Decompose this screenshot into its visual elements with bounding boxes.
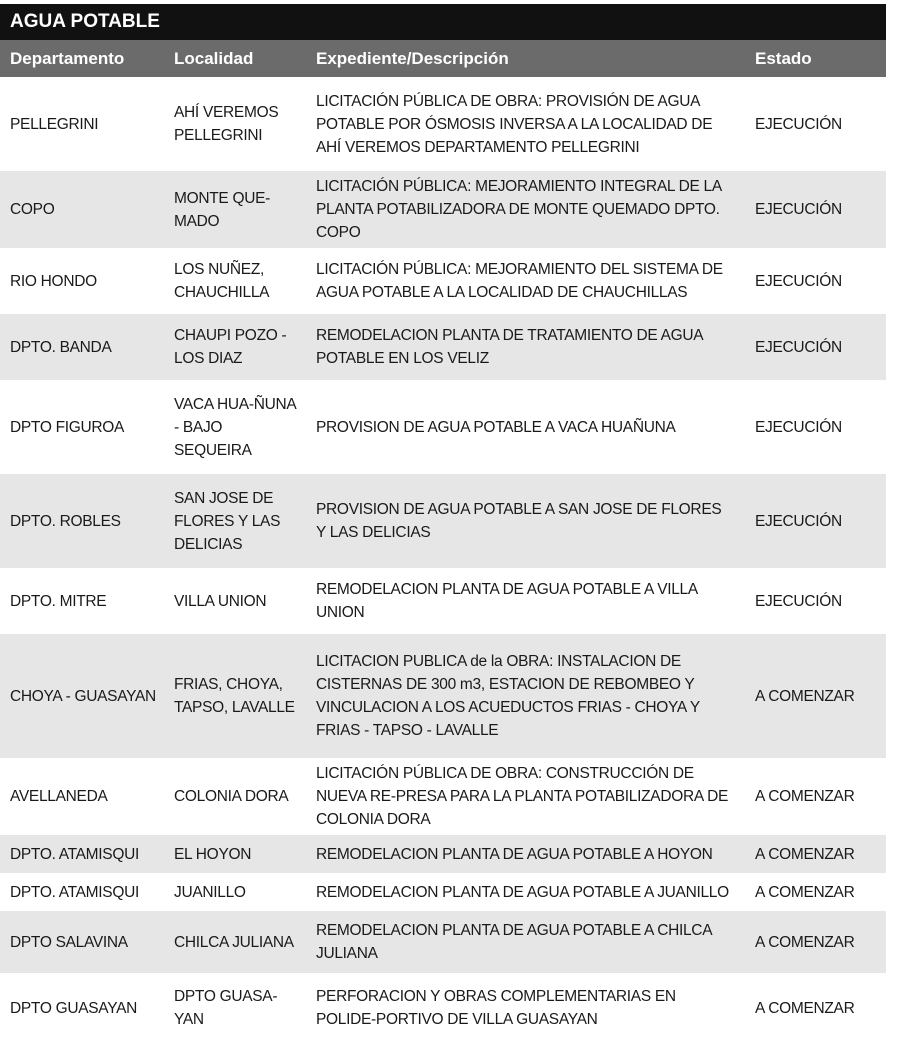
cell-estado: A COMENZAR <box>744 835 886 873</box>
table-body <box>0 77 886 1043</box>
cell-localidad: CHAUPI POZO - LOS DIAZ <box>165 314 307 380</box>
cell-estado: EJECUCIÓN <box>744 568 886 634</box>
cell-descripcion: PERFORACION Y OBRAS COMPLEMENTARIAS EN POLIDE-PORTIVO DE VILLA GUASAYAN <box>307 973 744 1043</box>
cell-departamento: DPTO. ATAMISQUI <box>0 873 165 911</box>
cell-localidad: LOS NUÑEZ, CHAUCHILLA <box>165 248 307 314</box>
table-row <box>0 634 886 758</box>
cell-descripcion: LICITACIÓN PÚBLICA DE OBRA: PROVISIÓN DE AGUA POTABLE POR ÓSMOSIS INVERSA A LA LOCALIDAD DE AHÍ VEREMOS DEPARTAMENTO PELLEGRINI <box>307 77 744 171</box>
table-row <box>0 758 886 835</box>
table-row <box>0 77 886 171</box>
cell-estado: EJECUCIÓN <box>744 380 886 474</box>
table-row <box>0 171 886 248</box>
cell-estado: EJECUCIÓN <box>744 171 886 248</box>
cell-estado: EJECUCIÓN <box>744 314 886 380</box>
cell-localidad: SAN JOSE DE FLORES Y LAS DELICIAS <box>165 474 307 568</box>
cell-departamento: DPTO FIGUROA <box>0 380 165 474</box>
table-row <box>0 835 886 873</box>
cell-descripcion: PROVISION DE AGUA POTABLE A SAN JOSE DE FLORES Y LAS DELICIAS <box>307 474 744 568</box>
table-title: AGUA POTABLE <box>0 4 886 40</box>
cell-departamento: AVELLANEDA <box>0 758 165 835</box>
cell-descripcion: REMODELACION PLANTA DE AGUA POTABLE A JUANILLO <box>307 873 744 911</box>
cell-departamento: DPTO. ATAMISQUI <box>0 835 165 873</box>
table-row <box>0 973 886 1043</box>
cell-estado: EJECUCIÓN <box>744 77 886 171</box>
cell-departamento: RIO HONDO <box>0 248 165 314</box>
table-row <box>0 873 886 911</box>
cell-descripcion: LICITACIÓN PÚBLICA DE OBRA: CONSTRUCCIÓN DE NUEVA RE-PRESA PARA LA PLANTA POTABILIZADORA DE COLONIA DORA <box>307 758 744 835</box>
cell-descripcion: REMODELACION PLANTA DE AGUA POTABLE A CHILCA JULIANA <box>307 911 744 973</box>
cell-localidad: VILLA UNION <box>165 568 307 634</box>
cell-descripcion: PROVISION DE AGUA POTABLE A VACA HUAÑUNA <box>307 380 744 474</box>
table-row <box>0 248 886 314</box>
cell-estado: A COMENZAR <box>744 973 886 1043</box>
cell-localidad: FRIAS, CHOYA, TAPSO, LAVALLE <box>165 634 307 758</box>
cell-departamento: COPO <box>0 171 165 248</box>
cell-localidad: MONTE QUE-MADO <box>165 171 307 248</box>
cell-descripcion: LICITACIÓN PÚBLICA: MEJORAMIENTO DEL SISTEMA DE AGUA POTABLE A LA LOCALIDAD DE CHAUCHILLAS <box>307 248 744 314</box>
cell-localidad: JUANILLO <box>165 873 307 911</box>
header-descripcion: Expediente/Descripción <box>307 40 744 77</box>
cell-localidad: AHÍ VEREMOS PELLEGRINI <box>165 77 307 171</box>
cell-descripcion: LICITACIÓN PÚBLICA: MEJORAMIENTO INTEGRAL DE LA PLANTA POTABILIZADORA DE MONTE QUEMADO DPTO. COPO <box>307 171 744 248</box>
cell-descripcion: LICITACION PUBLICA de la OBRA: INSTALACION DE CISTERNAS DE 300 m3, ESTACION DE REBOMBEO Y VINCULACION A LOS ACUEDUCTOS FRIAS - CHOYA Y FRIAS - TAPSO - LAVALLE <box>307 634 744 758</box>
cell-departamento: DPTO SALAVINA <box>0 911 165 973</box>
cell-departamento: PELLEGRINI <box>0 77 165 171</box>
cell-departamento: DPTO. BANDA <box>0 314 165 380</box>
header-localidad: Localidad <box>165 40 307 77</box>
table-row <box>0 568 886 634</box>
cell-estado: A COMENZAR <box>744 634 886 758</box>
cell-departamento: DPTO. MITRE <box>0 568 165 634</box>
table-row <box>0 314 886 380</box>
table-row <box>0 911 886 973</box>
header-row <box>0 40 886 77</box>
cell-localidad: DPTO GUASA-YAN <box>165 973 307 1043</box>
projects-table <box>0 40 886 1043</box>
table-row <box>0 474 886 568</box>
header-departamento: Departamento <box>0 40 165 77</box>
cell-estado: A COMENZAR <box>744 873 886 911</box>
cell-estado: A COMENZAR <box>744 758 886 835</box>
cell-localidad: CHILCA JULIANA <box>165 911 307 973</box>
cell-estado: EJECUCIÓN <box>744 248 886 314</box>
cell-estado: A COMENZAR <box>744 911 886 973</box>
cell-descripcion: REMODELACION PLANTA DE AGUA POTABLE A VILLA UNION <box>307 568 744 634</box>
table-row <box>0 380 886 474</box>
cell-departamento: DPTO GUASAYAN <box>0 973 165 1043</box>
cell-descripcion: REMODELACION PLANTA DE AGUA POTABLE A HOYON <box>307 835 744 873</box>
cell-departamento: DPTO. ROBLES <box>0 474 165 568</box>
cell-localidad: COLONIA DORA <box>165 758 307 835</box>
cell-departamento: CHOYA - GUASAYAN <box>0 634 165 758</box>
header-estado: Estado <box>744 40 886 77</box>
cell-localidad: EL HOYON <box>165 835 307 873</box>
cell-localidad: VACA HUA-ÑUNA - BAJO SEQUEIRA <box>165 380 307 474</box>
cell-descripcion: REMODELACION PLANTA DE TRATAMIENTO DE AGUA POTABLE EN LOS VELIZ <box>307 314 744 380</box>
cell-estado: EJECUCIÓN <box>744 474 886 568</box>
table-header <box>0 40 886 77</box>
